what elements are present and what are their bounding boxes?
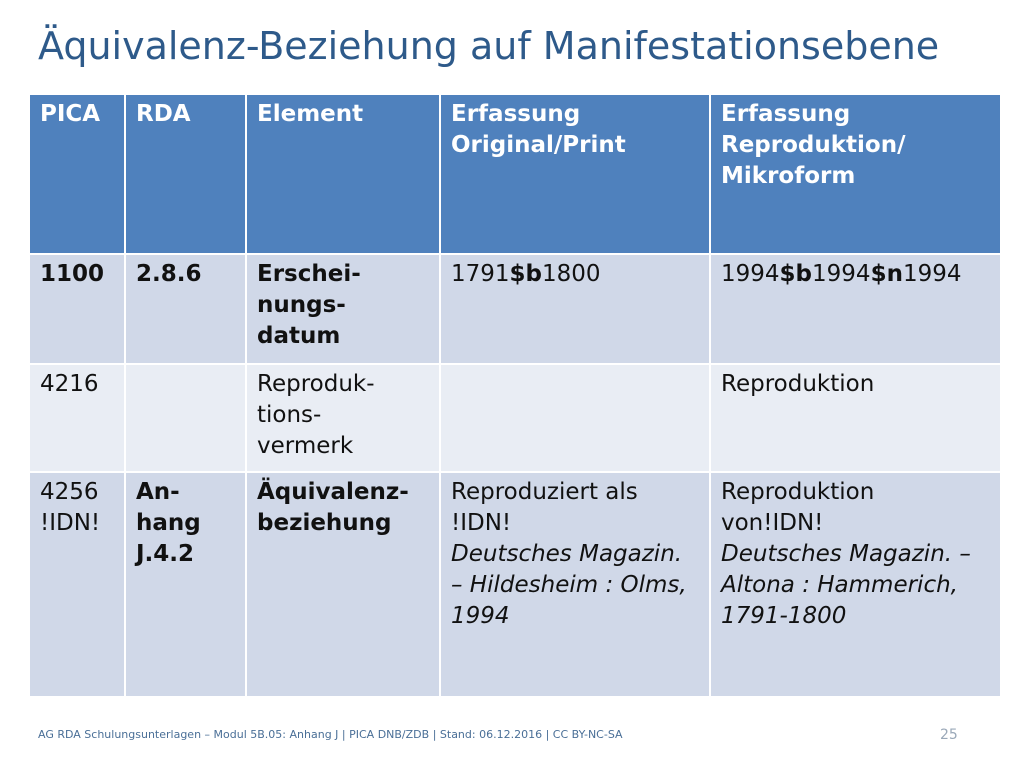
cell-rda: 2.8.6: [125, 254, 246, 364]
header-reproduktion: Erfassung Reproduktion/ Mikroform: [710, 94, 1001, 254]
cell-text: 1994: [902, 261, 962, 287]
table-row: [29, 472, 1001, 697]
cell-rda-line: An-: [136, 479, 180, 505]
cell-text: Reproduktion: [721, 479, 875, 505]
cell-text: !IDN!: [451, 510, 512, 536]
cell-element-line: datum: [257, 323, 341, 349]
cell-rda: [125, 472, 246, 697]
cell-element-line: vermerk: [257, 433, 354, 459]
cell-element: [246, 254, 440, 364]
cell-text: 1994: [812, 261, 871, 287]
cell-reproduktion: [710, 254, 1001, 364]
header-element: Element: [246, 94, 440, 254]
table-header-row: [29, 94, 1001, 254]
subfield-code: $b: [509, 261, 543, 287]
cell-pica-line: 4256: [40, 479, 99, 505]
subfield-code: $n: [870, 261, 903, 287]
cell-rda-line: J.4.2: [136, 541, 195, 567]
cell-text: Reproduziert als: [451, 479, 638, 505]
cell-rda-line: hang: [136, 510, 201, 536]
table-row: [29, 254, 1001, 364]
cell-pica: 4216: [29, 364, 125, 472]
header-rda: RDA: [125, 94, 246, 254]
header-original: Erfassung Original/Print: [440, 94, 710, 254]
cell-pica: [29, 472, 125, 697]
cell-text: 1800: [542, 261, 601, 287]
cell-pica: 1100: [29, 254, 125, 364]
cell-text: von!IDN!: [721, 510, 824, 536]
cell-element-line: Erschei-: [257, 261, 361, 287]
cell-reproduktion: [710, 472, 1001, 697]
cell-text: 1791: [451, 261, 510, 287]
cell-rda: [125, 364, 246, 472]
data-table: [28, 93, 1002, 698]
cell-element-line: nungs-: [257, 292, 346, 318]
table-row: [29, 364, 1001, 472]
cell-element-line: Äquivalenz-: [257, 479, 409, 505]
cell-element-line: Reproduk-: [257, 371, 375, 397]
cell-original: [440, 364, 710, 472]
cell-citation: Deutsches Magazin. – Hildesheim : Olms, 1994: [451, 541, 687, 629]
header-pica: PICA: [29, 94, 125, 254]
page-number: 25: [940, 727, 958, 743]
cell-pica-line: !IDN!: [40, 510, 101, 536]
cell-original: [440, 472, 710, 697]
cell-element: [246, 472, 440, 697]
cell-reproduktion: Reproduktion: [710, 364, 1001, 472]
cell-text: 1994: [721, 261, 780, 287]
slide-footer: AG RDA Schulungsunterlagen – Modul 5B.05: Anhang J | PICA DNB/ZDB | Stand: 06.12.2016 | CC BY-NC-SA: [38, 728, 623, 741]
cell-element: [246, 364, 440, 472]
slide-title: Äquivalenz-Beziehung auf Manifestationsebene: [38, 24, 940, 68]
cell-element-line: beziehung: [257, 510, 392, 536]
cell-original: [440, 254, 710, 364]
cell-citation: Deutsches Magazin. – Altona : Hammerich, 1791-1800: [721, 541, 971, 629]
subfield-code: $b: [779, 261, 813, 287]
cell-element-line: tions-: [257, 402, 322, 428]
